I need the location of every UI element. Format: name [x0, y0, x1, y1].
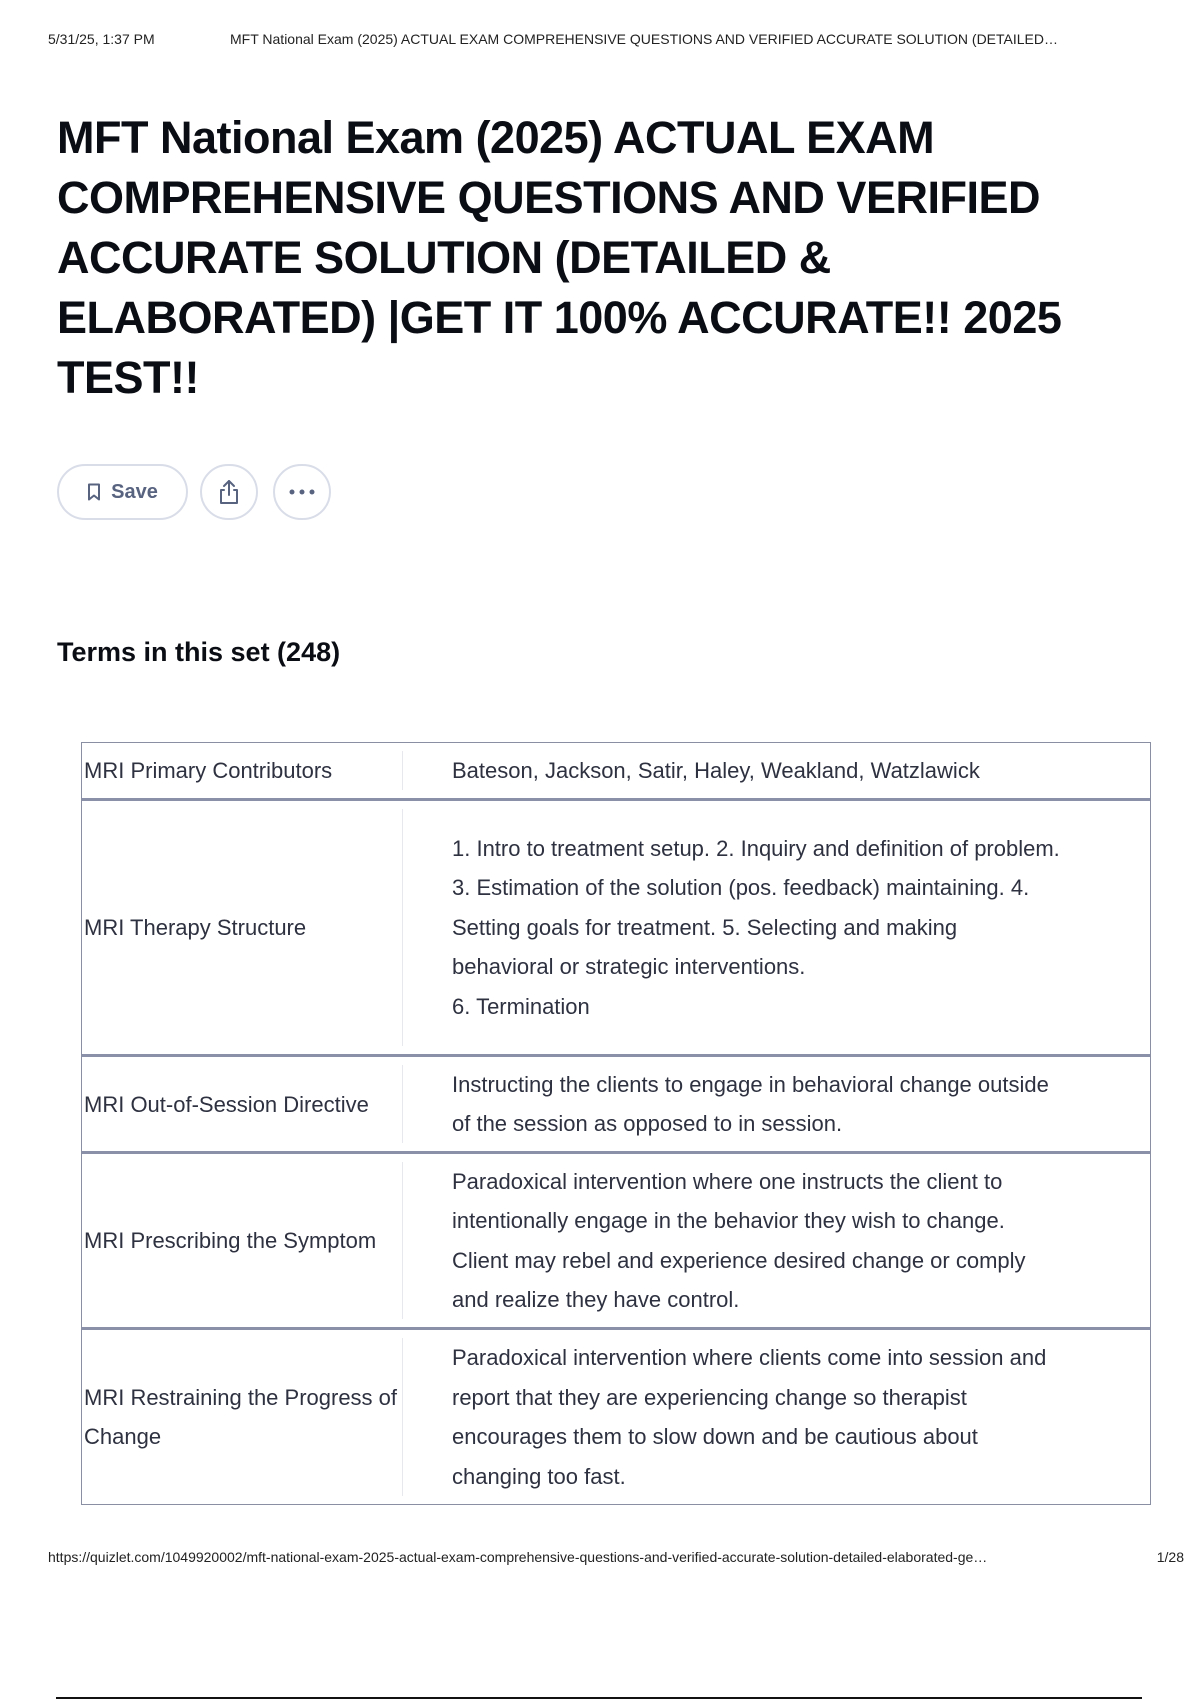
definition-text: Paradoxical intervention where clients come into session and report that they are experiencing change so therapist encourages them to slow down and be cautious about changing too fast.	[452, 1345, 1047, 1489]
share-icon	[217, 479, 241, 505]
term-cell: MRI Out-of-Session Directive	[84, 1091, 369, 1117]
print-doc-title: MFT National Exam (2025) ACTUAL EXAM COMPREHENSIVE QUESTIONS AND VERIFIED ACCURATE SOLUTION (DETAILED…	[230, 31, 1058, 47]
print-date: 5/31/25, 1:37 PM	[48, 31, 155, 47]
terms-heading: Terms in this set (248)	[57, 637, 341, 667]
save-label: Save	[111, 480, 158, 503]
definition-cell	[403, 1154, 1150, 1327]
definition-text: Paradoxical intervention where one instructs the client to intentionally engage in the behavior they wish to change. Client may rebel and experience desired change or comply and realize they have control.	[452, 1168, 1026, 1312]
term-row	[82, 801, 1150, 1057]
definition-cell	[403, 801, 1150, 1054]
definition-text: Bateson, Jackson, Satir, Haley, Weakland, Watzlawick	[452, 757, 980, 783]
term-row	[82, 1330, 1150, 1504]
more-icon	[289, 489, 315, 495]
bookmark-icon	[87, 483, 101, 501]
print-url: https://quizlet.com/1049920002/mft-national-exam-2025-actual-exam-comprehensive-questions-and-verified-accurate-solution-detailed-elaborated-ge…	[48, 1549, 988, 1565]
term-row	[82, 1154, 1150, 1330]
definition-cell	[403, 743, 1150, 798]
term-cell: MRI Therapy Structure	[84, 915, 307, 940]
more-options-button[interactable]	[273, 464, 331, 520]
term-cell: MRI Primary Contributors	[84, 758, 333, 783]
definition-text: 1. Intro to treatment setup. 2. Inquiry and definition of problem. 3. Estimation of the solution (pos. feedback) maintaining. 4. Setting goals for treatment. 5. Selecting and making behavioral or strategic interventions.	[452, 835, 1060, 980]
definition-cell	[403, 1330, 1150, 1504]
terms-table	[81, 742, 1151, 1505]
term-row	[82, 743, 1150, 801]
definition-text: 6. Termination	[452, 993, 590, 1019]
definition-text: Instructing the clients to engage in behavioral change outside of the session as opposed to in session.	[452, 1071, 1049, 1136]
share-button[interactable]	[200, 464, 258, 520]
save-button[interactable]	[57, 464, 188, 520]
page-divider	[56, 1697, 1142, 1699]
term-row	[82, 1057, 1150, 1154]
page-title: MFT National Exam (2025) ACTUAL EXAM COMPREHENSIVE QUESTIONS AND VERIFIED ACCURATE SOLUTION (DETAILED & ELABORATED) |GET IT 100% ACCURATE!! 2025 TEST!!	[57, 112, 1062, 403]
definition-cell	[403, 1057, 1150, 1151]
term-cell: MRI Prescribing the Symptom	[84, 1228, 377, 1253]
page-number: 1/28	[1156, 1549, 1184, 1565]
term-cell: MRI Restraining the Progress of Change	[84, 1385, 398, 1449]
